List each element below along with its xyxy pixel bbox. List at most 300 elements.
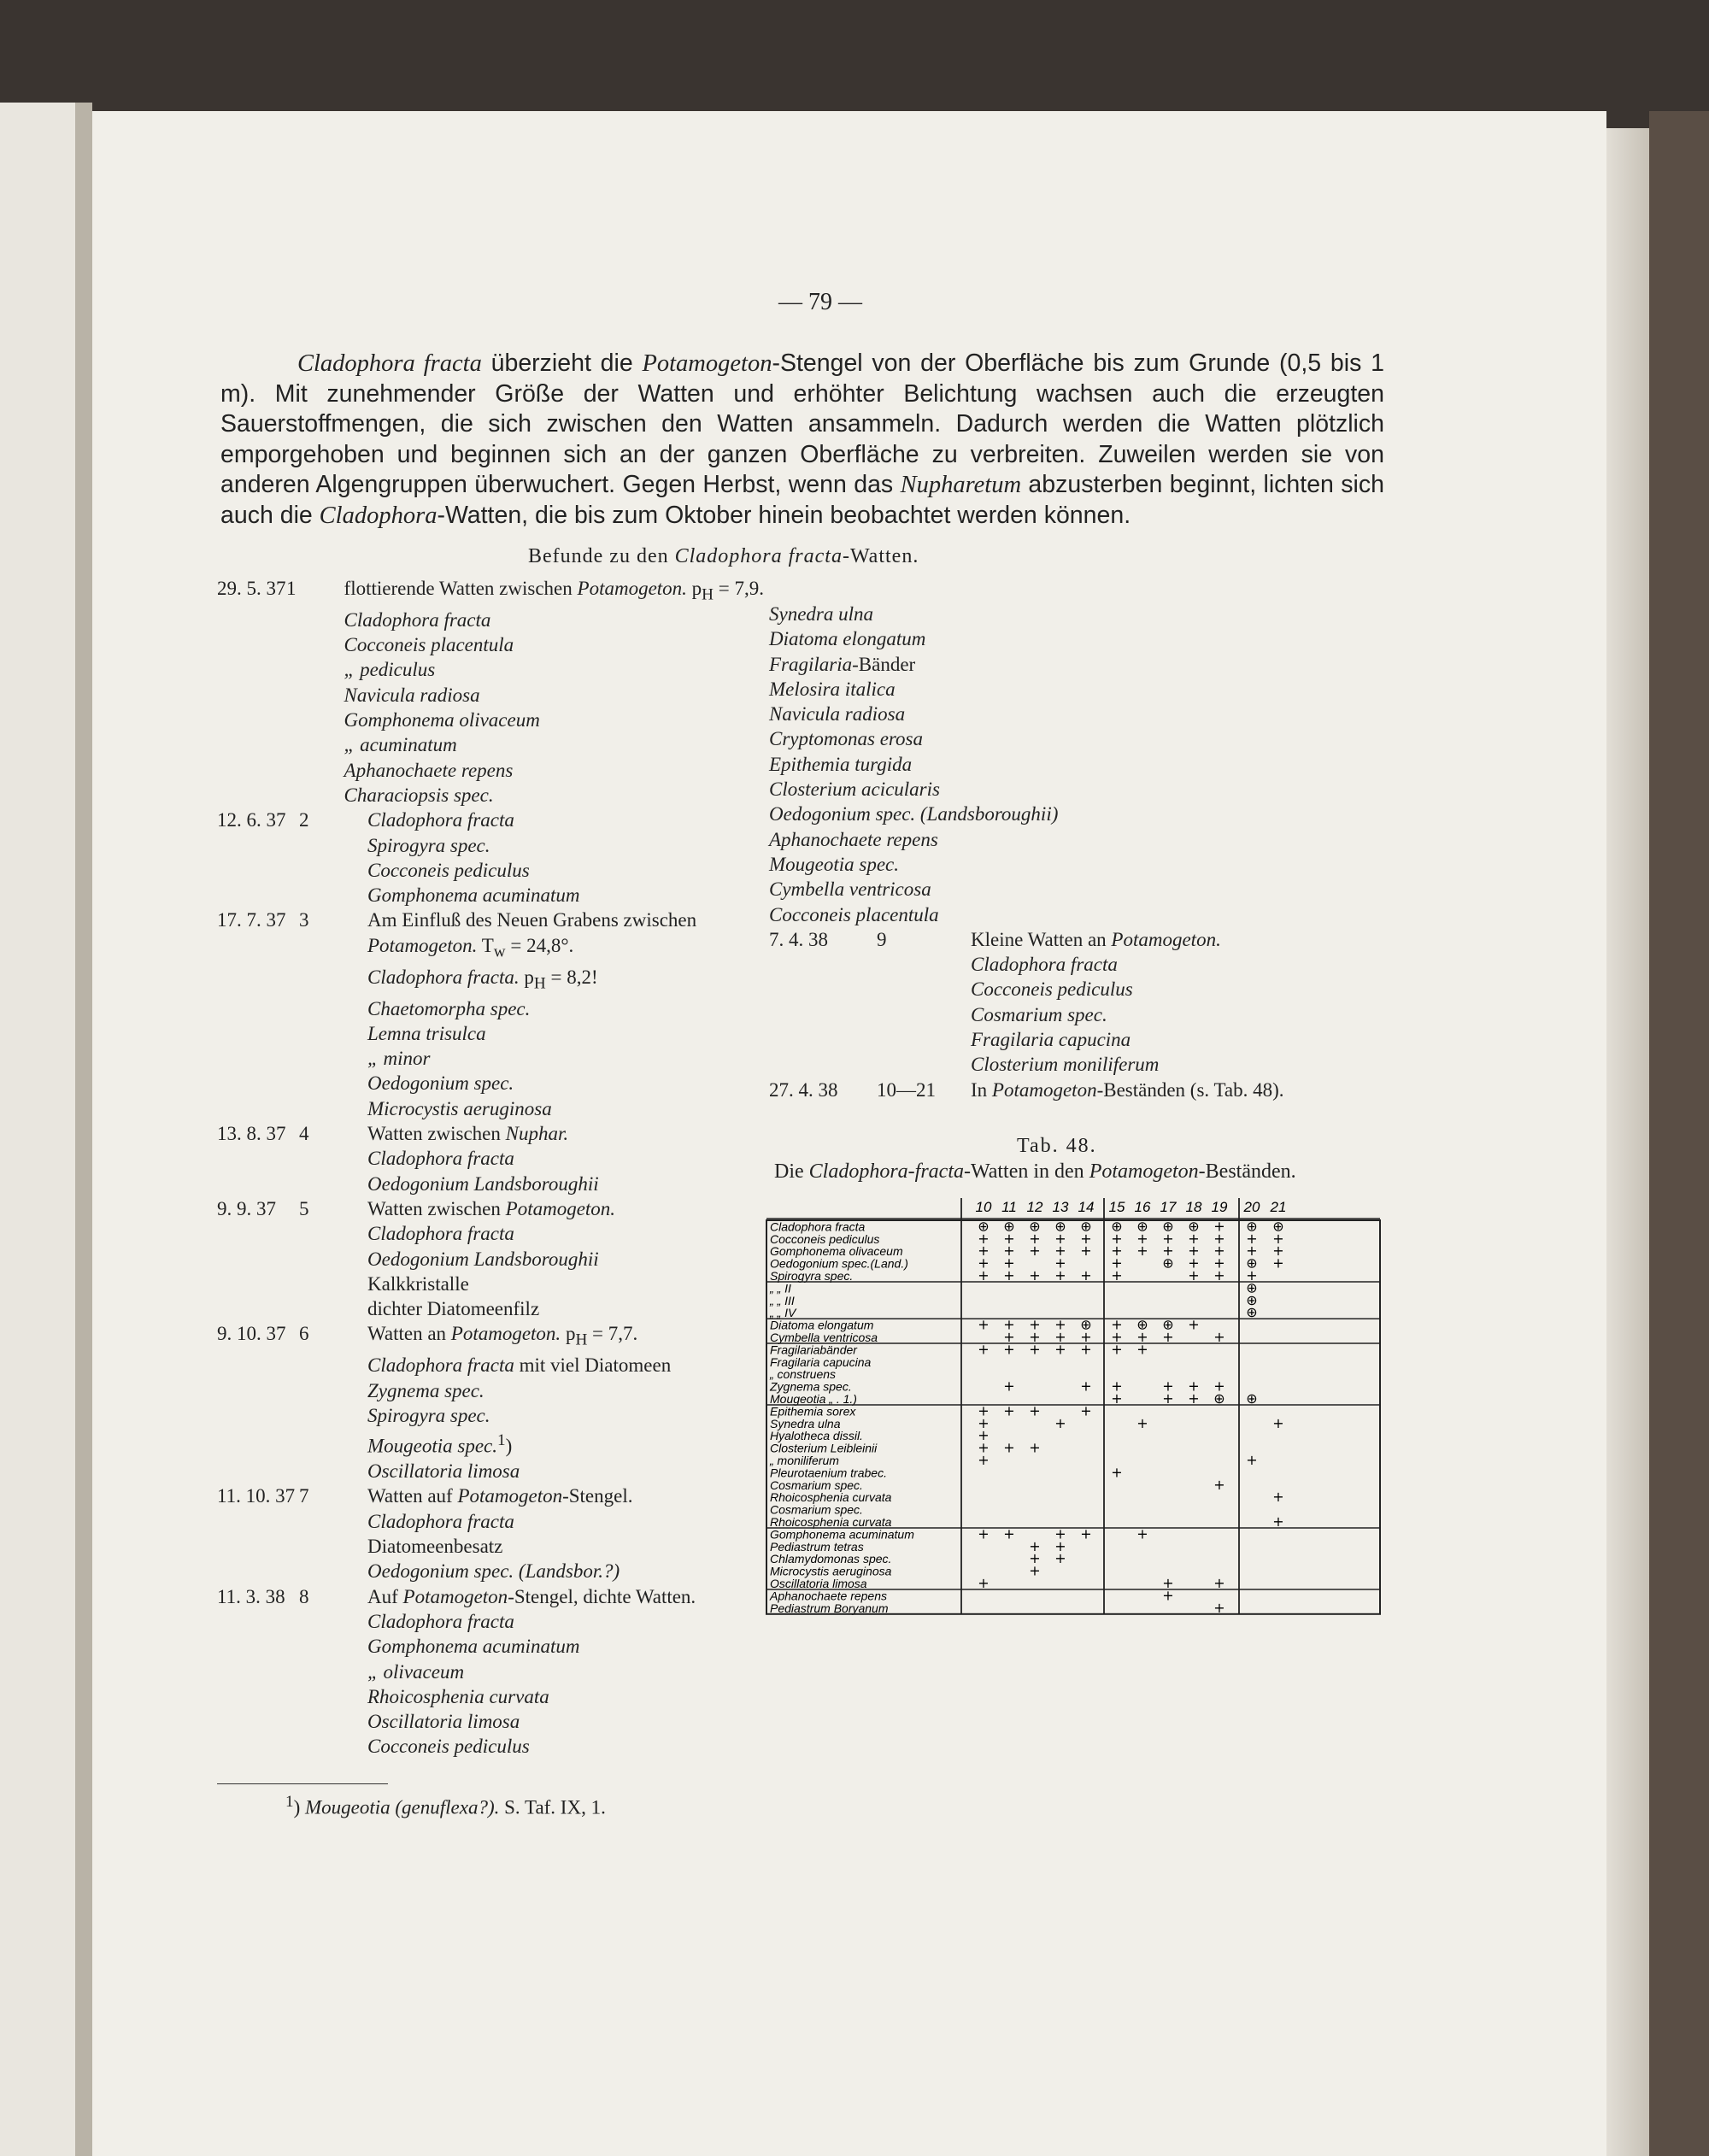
table-cell-mark: + — [1213, 1476, 1225, 1493]
finding-entry — [217, 576, 764, 808]
table-row-label: Spirogyra spec. — [770, 1269, 854, 1283]
finding-date: 7. 4. 38 — [769, 928, 828, 950]
table-cell-mark: + — [1188, 1390, 1200, 1407]
text-run: Mougeotia spec. — [367, 1435, 498, 1457]
text-run: Microcystis aeruginosa — [367, 1097, 552, 1119]
table-cell-mark: + — [1003, 1254, 1015, 1272]
text-run: Watten an — [367, 1323, 451, 1345]
text-run: H — [575, 1331, 588, 1349]
table-cell-mark: ⊕ — [1029, 1218, 1041, 1235]
finding-line — [769, 652, 1367, 677]
table-cell-mark: + — [1054, 1230, 1066, 1247]
text-run: Rhoicosphenia curvata — [367, 1685, 549, 1707]
table-cell-mark: + — [1054, 1537, 1066, 1554]
finding-line — [367, 883, 764, 908]
finding-line — [367, 1534, 764, 1559]
table-cell-mark: + — [1136, 1525, 1148, 1542]
text-run: Diatoma elongatum — [769, 628, 926, 650]
text-run: Zygnema spec. — [367, 1379, 485, 1401]
table-cell-mark: ⊕ — [1246, 1279, 1258, 1296]
text-run: Fragilaria — [769, 653, 853, 675]
text-run: Cocconeis placentula — [344, 634, 514, 656]
table-cell-mark: ⊕ — [1054, 1218, 1066, 1235]
text-run: Nupharetum — [900, 472, 1022, 498]
finding-line — [367, 1459, 764, 1483]
text-run: Cladophora fracta — [367, 1510, 514, 1532]
table-cell-mark: + — [1003, 1402, 1015, 1419]
table-cell-mark: + — [1029, 1550, 1041, 1567]
text-run: Watten auf — [367, 1485, 458, 1507]
table-cell-mark: + — [978, 1402, 990, 1419]
text-run: Cladophora fracta — [367, 1223, 514, 1245]
finding-entry — [769, 927, 1367, 1078]
text-run: Cladophora fracta — [971, 954, 1118, 976]
text-run: Closterium moniliferum — [971, 1054, 1160, 1076]
text-run: Cryptomonas erosa — [769, 728, 923, 750]
table-row-label: Pleurotaenium trabec. — [770, 1466, 887, 1480]
finding-line — [367, 965, 764, 996]
table-cell-mark: + — [1029, 1316, 1041, 1333]
text-run: H — [702, 585, 714, 604]
finding-line — [367, 1172, 764, 1196]
finding-line — [769, 726, 1367, 751]
table-cell-mark: + — [1003, 1267, 1015, 1284]
table-cell-mark: + — [1080, 1378, 1092, 1395]
text-run: Potamogeton. — [1111, 928, 1221, 950]
text-run: 1 — [497, 1431, 506, 1450]
text-run: Auf — [367, 1585, 403, 1607]
text-run: -Beständen (s. Tab. 48). — [1096, 1078, 1284, 1101]
text-run: Cladophora fracta. — [367, 966, 520, 988]
finding-line — [344, 708, 764, 732]
text-run: Chaetomorpha spec. — [367, 997, 531, 1019]
table-cell-mark: + — [1246, 1267, 1258, 1284]
table-row-label: Zygnema spec. — [770, 1379, 852, 1394]
table-column-header: 21 — [1270, 1199, 1287, 1215]
table-cell-mark: + — [1080, 1402, 1092, 1419]
table-column-header: 11 — [1001, 1199, 1017, 1215]
table-row-label: Oscillatoria limosa — [770, 1577, 867, 1590]
finding-date: 9. 10. 37 — [217, 1323, 286, 1345]
text-run: Cladophora fracta — [367, 1610, 514, 1632]
page-number: — 79 — — [778, 289, 862, 315]
finding-entry — [217, 808, 764, 908]
text-run: Kalkkristalle — [367, 1272, 469, 1295]
finding-entry — [217, 1483, 764, 1583]
finding-date: 12. 6. 37 — [217, 809, 286, 831]
finding-line — [769, 626, 1367, 651]
table-cell-mark: + — [1054, 1267, 1066, 1284]
finding-line — [367, 1660, 764, 1684]
table-cell-mark: + — [1080, 1230, 1092, 1247]
finding-line — [971, 952, 1367, 977]
finding-entry — [217, 1584, 764, 1759]
table-cell-mark: + — [1111, 1267, 1123, 1284]
finding-line — [367, 1046, 764, 1071]
table-cell-mark: ⊕ — [1213, 1390, 1225, 1407]
text-run: Cocconeis placentula — [769, 903, 939, 925]
table-cell-mark: + — [1213, 1267, 1225, 1284]
table-cell-mark: + — [1188, 1254, 1200, 1272]
text-run: Gomphonema olivaceum — [344, 709, 540, 731]
finding-date: 9. 9. 37 — [217, 1197, 276, 1219]
table-cell-mark: + — [978, 1525, 990, 1542]
text-run: Oedogonium spec. — [367, 1072, 514, 1095]
text-run: Potamogeton — [991, 1078, 1097, 1101]
text-run: Die — [774, 1160, 809, 1183]
table-cell-mark: + — [1246, 1452, 1258, 1468]
table-cell-mark: + — [1136, 1242, 1148, 1260]
text-run: Navicula radiosa — [344, 684, 480, 706]
text-run: Cosmarium spec. — [971, 1003, 1107, 1025]
table-cell-mark: + — [1213, 1254, 1225, 1272]
table-cell-mark: + — [1054, 1550, 1066, 1567]
text-run: Oscillatoria limosa — [367, 1711, 520, 1733]
finding-line — [344, 632, 764, 657]
text-run: Cladophora fracta — [367, 1148, 514, 1170]
table-cell-mark: + — [1246, 1242, 1258, 1260]
text-run: -Stengel, dichte Watten. — [508, 1585, 696, 1607]
text-run: Potamogeton — [642, 350, 772, 377]
table-cell-mark: + — [1246, 1230, 1258, 1247]
finding-line — [367, 933, 764, 965]
footnote — [285, 1793, 606, 1819]
text-run: Fragilaria capucina — [971, 1029, 1131, 1051]
table-row-label: Mougeotia „ . 1.) — [770, 1392, 857, 1406]
finding-date: 13. 8. 37 — [217, 1123, 286, 1145]
text-run: „ minor — [367, 1048, 431, 1070]
table-cell-mark: + — [1054, 1525, 1066, 1542]
table-caption — [774, 1160, 1372, 1184]
table-row-label: Synedra ulna — [770, 1416, 841, 1430]
table-cell-mark: ⊕ — [1162, 1316, 1174, 1333]
table-cell-mark: + — [1003, 1230, 1015, 1247]
table-cell-mark: + — [1080, 1329, 1092, 1345]
table-column-header: 19 — [1211, 1199, 1228, 1215]
text-run: Oscillatoria limosa — [367, 1460, 520, 1483]
text-run: Potamogeton. — [577, 578, 687, 599]
table-cell-mark: + — [1003, 1525, 1015, 1542]
table-cell-mark: + — [978, 1316, 990, 1333]
finding-date: 11. 3. 38 — [217, 1585, 285, 1607]
finding-line — [344, 683, 764, 708]
table-cell-mark: + — [1029, 1341, 1041, 1358]
finding-line — [344, 732, 764, 757]
table-cell-mark: + — [1162, 1329, 1174, 1345]
table-cell-mark: + — [1029, 1267, 1041, 1284]
finding-date: 29. 5. 37 — [217, 578, 286, 599]
finding-line — [367, 1634, 764, 1659]
table-cell-mark: + — [1213, 1599, 1225, 1616]
table-cell-mark: + — [1111, 1378, 1123, 1395]
table-column-header: 20 — [1243, 1199, 1260, 1215]
finding-line — [344, 657, 764, 682]
text-run: abzusterben beginnt, lichten sich auch die — [220, 471, 1384, 529]
table-row-label: Cosmarium spec. — [770, 1477, 863, 1492]
text-run: Cladophora fracta — [297, 350, 482, 377]
finding-line — [344, 783, 764, 808]
table-cell-mark: + — [978, 1242, 990, 1260]
text-run: Potamogeton. — [450, 1323, 561, 1345]
text-run: Potamogeton — [457, 1485, 563, 1507]
finding-date: 17. 7. 37 — [217, 909, 286, 931]
table-cell-mark: + — [1188, 1378, 1200, 1395]
text-run: In — [971, 1078, 992, 1101]
table-row-label: Pediastrum Boryanum — [770, 1601, 889, 1615]
finding-line — [367, 1709, 764, 1734]
table-row-label: Cosmarium spec. — [770, 1502, 863, 1517]
text-run: Cladophora fracta — [367, 1354, 514, 1377]
heading-suffix: -Watten. — [842, 545, 919, 567]
table-cell-mark: ⊕ — [1136, 1316, 1148, 1333]
table-cell-mark: + — [978, 1414, 990, 1431]
finding-line — [367, 1321, 764, 1353]
table-cell-mark: ⊕ — [1246, 1390, 1258, 1407]
finding-number: 8 — [299, 1585, 309, 1607]
table-cell-mark: ⊕ — [1162, 1254, 1174, 1272]
finding-line — [367, 1483, 764, 1508]
text-run: = 8,2! — [545, 966, 598, 988]
finding-line — [367, 1196, 764, 1221]
table-cell-mark: + — [978, 1439, 990, 1456]
finding-entry — [217, 908, 764, 1121]
table-cell-mark: + — [1029, 1242, 1041, 1260]
table-cell-mark: + — [1213, 1218, 1225, 1235]
finding-line — [971, 1078, 1367, 1102]
table-cell-mark: + — [1188, 1316, 1200, 1333]
table-row-label: Pediastrum tetras — [770, 1539, 864, 1554]
table-row-label: Cymbella ventricosa — [770, 1331, 878, 1344]
table-cell-mark: + — [1029, 1439, 1041, 1456]
text-run: p — [561, 1323, 576, 1345]
section-heading — [528, 545, 1126, 568]
table-row-label: „ „ IV — [770, 1306, 796, 1320]
table-cell-mark: + — [1111, 1464, 1123, 1481]
table-row-label: Microcystis aeruginosa — [770, 1564, 892, 1578]
table-cell-mark: + — [1003, 1378, 1015, 1395]
text-run: Oedogonium Landsboroughii — [367, 1172, 599, 1195]
finding-line — [367, 858, 764, 883]
finding-line — [971, 927, 1367, 952]
finding-line — [367, 1509, 764, 1534]
text-run: Oedogonium spec. (Landsboroughii) — [769, 803, 1059, 825]
finding-number: 9 — [877, 928, 887, 950]
table-column-header: 10 — [975, 1199, 992, 1215]
finding-line — [769, 677, 1367, 702]
table-cell-mark: + — [1111, 1329, 1123, 1345]
finding-line — [367, 1296, 764, 1321]
table-row-label: Gomphonema olivaceum — [770, 1244, 903, 1259]
finding-line — [971, 1052, 1367, 1077]
text-run: Lemna trisulca — [367, 1022, 486, 1044]
finding-line — [367, 1403, 764, 1428]
table-48 — [765, 1195, 1382, 1752]
text-run: Potamogeton — [402, 1585, 508, 1607]
text-run: Cocconeis pediculus — [367, 859, 530, 881]
table-cell-mark: + — [978, 1427, 990, 1444]
text-run: ) — [505, 1435, 513, 1457]
text-run: Cymbella ventricosa — [769, 878, 931, 901]
text-run: Melosira italica — [769, 678, 896, 700]
table-cell-mark: + — [1213, 1378, 1225, 1395]
footnote-mark: 1 — [285, 1793, 294, 1811]
finding-line — [367, 1734, 764, 1759]
table-row-label: Oedogonium spec.(Land.) — [770, 1256, 908, 1271]
table-row-label: Fragilariabänder — [770, 1342, 857, 1357]
table-cell-mark: + — [1054, 1254, 1066, 1272]
table-cell-mark: + — [1213, 1575, 1225, 1591]
table-title: Tab. 48. — [1017, 1135, 1097, 1157]
table-cell-mark: + — [978, 1341, 990, 1358]
text-run: Closterium acicularis — [769, 778, 940, 801]
table-cell-mark: + — [1029, 1329, 1041, 1345]
finding-date: 11. 10. 37 — [217, 1485, 296, 1507]
table-cell-mark: + — [1188, 1230, 1200, 1247]
table-cell-mark: + — [1080, 1242, 1092, 1260]
text-run: Mougeotia (genuflexa?). — [305, 1796, 500, 1818]
table-cell-mark: ⊕ — [1246, 1304, 1258, 1321]
table-column-header: 12 — [1026, 1199, 1043, 1215]
table-row-label: Chlamydomonas spec. — [770, 1552, 892, 1566]
table-cell-mark: ⊕ — [1111, 1218, 1123, 1235]
intro-text — [220, 349, 1384, 531]
text-run: w — [493, 943, 506, 961]
text-run: Aphanochaete repens — [344, 759, 514, 781]
text-run: -Beständen. — [1198, 1160, 1296, 1183]
book-cover — [1649, 111, 1709, 2156]
text-run: Cladophora — [319, 502, 438, 529]
table-cell-mark: + — [1054, 1316, 1066, 1333]
table-cell-mark: + — [1136, 1230, 1148, 1247]
finding-entry — [217, 1321, 764, 1483]
finding-line — [344, 608, 764, 632]
table-row-label: „ „ II — [770, 1281, 791, 1295]
finding-number: 7 — [299, 1485, 309, 1507]
text-run: dichter Diatomeenfilz — [367, 1298, 540, 1320]
table-cell-mark: + — [1029, 1402, 1041, 1419]
text-run: Kleine Watten an — [971, 928, 1112, 950]
finding-number: 1 — [286, 578, 297, 599]
table-cell-mark: + — [978, 1267, 990, 1284]
text-run: -Stengel. — [562, 1485, 633, 1507]
finding-line — [971, 1002, 1367, 1027]
table-cell-mark: + — [1213, 1329, 1225, 1345]
finding-line — [367, 1684, 764, 1709]
table-cell-mark: + — [1272, 1242, 1284, 1260]
text-run: Spirogyra spec. — [367, 1404, 490, 1426]
text-run: Aphanochaete repens — [769, 828, 938, 850]
table-cell-mark: ⊕ — [1162, 1218, 1174, 1235]
text-run: -Watten in den — [964, 1160, 1089, 1183]
text-run: Watten zwischen — [367, 1197, 506, 1219]
table-cell-mark: ⊕ — [1080, 1316, 1092, 1333]
finding-line — [367, 1353, 764, 1378]
finding-line — [769, 602, 1367, 626]
table-row-label: Cladophora fracta — [770, 1219, 866, 1234]
text-run: -Watten, die bis zum Oktober hinein beobachtet werden können. — [437, 501, 1131, 529]
table-cell-mark: ⊕ — [1188, 1218, 1200, 1235]
table-cell-mark: ⊕ — [1246, 1291, 1258, 1308]
text-run: Mougeotia spec. — [769, 853, 900, 875]
finding-entry — [217, 1121, 764, 1196]
text-run: Gomphonema acuminatum — [367, 884, 580, 907]
table-column-header: 13 — [1052, 1199, 1069, 1215]
table-cell-mark: + — [1029, 1562, 1041, 1579]
text-run: Spirogyra spec. — [367, 834, 490, 856]
table-row-label: Aphanochaete repens — [770, 1589, 887, 1603]
table-cell-mark: + — [1162, 1575, 1174, 1591]
finding-line — [769, 777, 1367, 802]
text-run: Oedogonium Landsboroughii — [367, 1248, 599, 1270]
finding-line — [367, 1247, 764, 1272]
finding-entry — [769, 602, 1367, 927]
table-cell-mark: + — [1029, 1537, 1041, 1554]
table-row-label: Cocconeis pediculus — [770, 1231, 880, 1246]
finding-line — [367, 996, 764, 1021]
finding-line — [344, 576, 764, 608]
table-cell-mark: + — [1080, 1341, 1092, 1358]
text-run: Oedogonium spec. (Landsbor.?) — [367, 1560, 620, 1583]
table-row-label: Gomphonema acuminatum — [770, 1527, 914, 1542]
finding-date: 27. 4. 38 — [769, 1078, 838, 1101]
text-run: Cladophora-fracta — [808, 1160, 964, 1183]
text-run: -Stengel von der Oberfläche bis zum Grunde (0,5 bis 1 m). Mit zunehmender Größe der Watten und erhöhter Belichtung wachsen auch die erzeugten Sauerstoffmengen, die sich zwischen den Watten ansammeln. Dadurch werden die Watten plötzlich emporgehoben und beginnen sich an der ganzen Oberfläche zu verbreiten. Zuweilen werden sie von anderen Algengruppen überwuchert. Gegen Herbst, wenn das — [220, 350, 1384, 498]
table-cell-mark: + — [1136, 1341, 1148, 1358]
table-cell-mark: + — [1136, 1414, 1148, 1431]
text-run: H — [533, 974, 546, 993]
left-page-edge — [0, 103, 78, 2156]
text-run: p — [519, 966, 534, 988]
finding-entry — [217, 1196, 764, 1321]
finding-line — [367, 1428, 764, 1459]
finding-line — [367, 1071, 764, 1096]
text-run: Am Einfluß des Neuen Grabens zwischen — [367, 909, 697, 931]
table-cell-mark: + — [1188, 1242, 1200, 1260]
table-cell-mark: + — [1272, 1489, 1284, 1506]
table-cell-mark: + — [1054, 1341, 1066, 1358]
finding-line — [367, 1584, 764, 1609]
finding-line — [367, 833, 764, 858]
table-cell-mark: + — [1162, 1390, 1174, 1407]
text-run: ) — [293, 1796, 305, 1818]
table-cell-mark: + — [1003, 1242, 1015, 1260]
heading-species: Cladophora fracta — [674, 545, 843, 567]
table-cell-mark: + — [1272, 1254, 1284, 1272]
heading-prefix: Befunde zu den — [528, 545, 675, 567]
finding-number: 4 — [299, 1123, 309, 1145]
text-run: T — [477, 934, 494, 956]
finding-line — [367, 1096, 764, 1121]
finding-line — [769, 752, 1367, 777]
table-row-label: „ moniliferum — [770, 1454, 839, 1467]
table-row-label: Hyalotheca dissil. — [770, 1429, 863, 1443]
text-run: mit viel Diatomeen — [514, 1354, 672, 1377]
table-cell-mark: + — [1003, 1439, 1015, 1456]
table-cell-mark: + — [978, 1230, 990, 1247]
table-cell-mark: + — [1003, 1329, 1015, 1345]
table-cell-mark: + — [1272, 1230, 1284, 1247]
table-cell-mark: ⊕ — [978, 1218, 990, 1235]
text-run: Cocconeis pediculus — [367, 1736, 530, 1758]
table-cell-mark: + — [1029, 1230, 1041, 1247]
table-cell-mark: ⊕ — [1246, 1218, 1258, 1235]
table-cell-mark: + — [1272, 1513, 1284, 1530]
table-cell-mark: + — [1213, 1230, 1225, 1247]
finding-line — [367, 1378, 764, 1403]
table-cell-mark: + — [1080, 1267, 1092, 1284]
text-run: „ pediculus — [344, 659, 436, 681]
findings-left-column — [217, 576, 764, 1759]
